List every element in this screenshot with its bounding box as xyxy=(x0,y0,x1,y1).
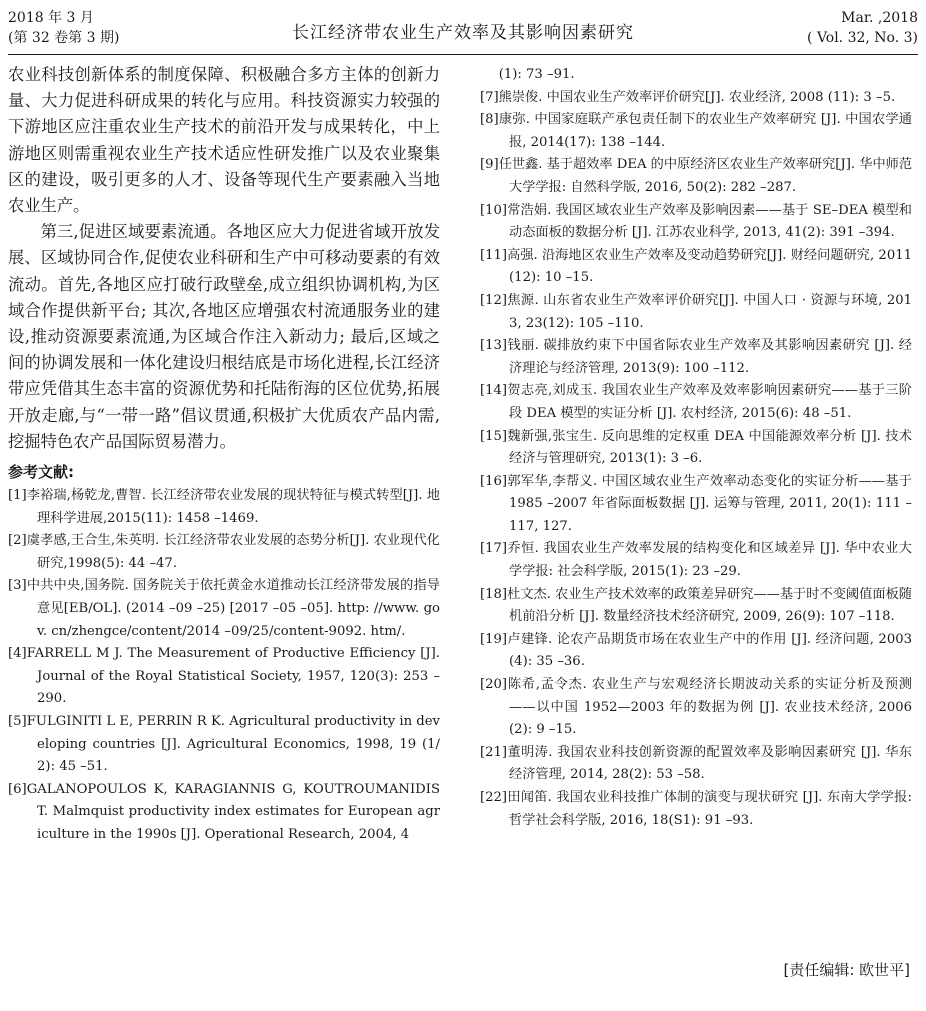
reference-item xyxy=(480,245,912,290)
reference-item xyxy=(480,742,912,787)
reference-number: [5] xyxy=(8,713,27,729)
reference-number: [9] xyxy=(480,157,499,173)
right-column xyxy=(480,64,912,832)
header-volume-en: ( Vol. 32, No. 3) xyxy=(807,30,918,46)
reference-item xyxy=(8,779,440,847)
reference-item xyxy=(480,629,912,674)
reference-number: [4] xyxy=(8,646,27,662)
reference-number: [3] xyxy=(8,578,27,594)
reference-text: 常浩娟. 我国区域农业生产效率及影响因素——基于 SE–DEA 模型和动态面板的数据分析 [J]. 江苏农业科学, 2013, 41(2): 391 –394. xyxy=(507,202,912,241)
reference-number: [14] xyxy=(480,383,508,399)
reference-text: 贺志亮,刘成玉. 我国农业生产效率及效率影响因素研究——基于三阶段 DEA 模型的实证分析 [J]. 农村经济, 2015(6): 48 –51. xyxy=(507,383,912,421)
reference-text: 焦源. 山东省农业生产效率评价研究[J]. 中国人口 · 资源与环境, 2013, 23(12): 105 –110. xyxy=(507,292,912,331)
reference-number: [12] xyxy=(480,292,508,308)
reference-text: 虞孝感,王合生,朱英明. 长江经济带农业发展的态势分析[J]. 农业现代化研究,1998(5): 44 –47. xyxy=(26,533,440,571)
reference-item xyxy=(480,335,912,380)
reference-item xyxy=(480,538,912,583)
reference-text: 熊崇俊. 中国农业生产效率评价研究[J]. 农业经济, 2008 (11): 3 –5. xyxy=(498,89,896,105)
reference-item xyxy=(8,485,440,530)
reference-text: 钱丽. 碳排放约束下中国省际农业生产效率及其影响因素研究 [J]. 经济理论与经济管理, 2013(9): 100 –112. xyxy=(507,338,912,376)
reference-text: 任世鑫. 基于超效率 DEA 的中原经济区农业生产效率研究[J]. 华中师范大学学报: 自然科学版, 2016, 50(2): 282 –287. xyxy=(498,157,913,195)
header-date-en: Mar. ,2018 xyxy=(841,10,918,26)
reference-number: [7] xyxy=(480,89,499,105)
reference-item xyxy=(480,200,912,245)
reference-item xyxy=(480,584,912,629)
reference-text: 卢建锋. 论农产品期货市场在农业生产中的作用 [J]. 经济问题, 2003(4): 35 –36. xyxy=(507,631,912,670)
reference-item xyxy=(480,290,912,335)
header-date-cn: 2018 年 3 月 xyxy=(8,10,94,26)
reference-text: 董明涛. 我国农业科技创新资源的配置效率及影响因素研究 [J]. 华东经济管理, 2014, 28(2): 53 –58. xyxy=(507,744,912,783)
body-paragraph: 农业科技创新体系的制度保障、积极融合多方主体的创新力量、大力促进科研成果的转化与应用。科技资源实力较强的下游地区应注重农业生产技术的前沿开发与成果转化，中上游地区则需重视农业生产技术适应性研发推广以及农业聚集区的建设，吸引更多的人才、设备等现代生产要素融入当地农业生产。 xyxy=(8,65,440,216)
reference-text: 李裕瑞,杨乾龙,曹智. 长江经济带农业发展的现状特征与模式转型[J]. 地理科学进展,2015(11): 1458 –1469. xyxy=(26,488,440,526)
reference-number: [11] xyxy=(480,247,508,263)
reference-number: [6] xyxy=(8,781,27,797)
reference-item xyxy=(8,711,440,779)
reference-number: [13] xyxy=(480,338,508,354)
header-volume-cn: (第 32 卷第 3 期) xyxy=(8,30,120,46)
reference-item xyxy=(480,471,912,539)
reference-item xyxy=(480,87,912,110)
reference-continuation xyxy=(480,64,912,87)
reference-number: [17] xyxy=(480,541,508,557)
reference-text: FARRELL M J. The Measurement of Productive Efficiency [J]. Journal of the Royal Statistical Society, 1957, 120(3): 253 –290. xyxy=(26,646,440,707)
reference-item xyxy=(480,674,912,742)
reference-item xyxy=(480,426,912,471)
reference-text: (1): 73 –91. xyxy=(498,67,575,82)
responsible-editor: [责任编辑: 欧世平] xyxy=(783,961,910,979)
reference-list-right xyxy=(480,87,912,833)
header-rule xyxy=(8,54,918,55)
running-header xyxy=(8,6,918,52)
reference-item xyxy=(480,154,912,199)
reference-text: 杜文杰. 农业生产技术效率的政策差异研究——基于时不变阈值面板随机前沿分析 [J]. 数量经济技术经济研究, 2009, 26(9): 107 –118. xyxy=(507,586,912,625)
reference-number: [10] xyxy=(480,202,508,218)
reference-item xyxy=(480,109,912,154)
reference-text: 中共中央,国务院. 国务院关于依托黄金水道推动长江经济带发展的指导意见[EB/OL]. (2014 –09 –25) [2017 –05 –05]. http: //www. gov. cn/zhengce/content/2014 –09/25/content-9092. htm/. xyxy=(26,578,440,639)
reference-text: 田闻笛. 我国农业科技推广体制的演变与现状研究 [J]. 东南大学学报: 哲学社会科学版, 2016, 18(S1): 91 –93. xyxy=(507,790,912,828)
references-heading: 参考文献: xyxy=(8,463,74,482)
reference-text: 康弥. 中国家庭联产承包责任制下的农业生产效率研究 [J]. 中国农学通报, 2014(17): 138 –144. xyxy=(498,112,912,150)
header-right xyxy=(807,8,918,48)
reference-number: [19] xyxy=(480,631,508,647)
reference-number: [20] xyxy=(480,677,508,693)
left-column xyxy=(8,62,440,847)
reference-item xyxy=(480,787,912,832)
reference-number: [2] xyxy=(8,533,27,549)
reference-number: [1] xyxy=(8,488,27,504)
reference-number: [15] xyxy=(480,428,508,444)
reference-item xyxy=(8,575,440,643)
reference-item xyxy=(8,530,440,575)
body-paragraph: 第三,促进区域要素流通。各地区应大力促进省域开放发展、区域协同合作,促使农业科研和生产中可移动要素的有效流动。首先,各地区应打破行政壁垒,成立组织协调机构,为区域合作提供新平台; 其次,各地区应增强农村流通服务业的建设,推动资源要素流通,为区域合作注入新动力; 最后,区域之间的协调发展和一体化建设归根结底是市场化进程,长江经济带应凭借其生态丰富的资源优势和托陆衔海的区位优势,拓展开放走廊,与“一带一路”倡议贯通,积极扩大优质农产品内需,挖掘特色农产品国际贸易潜力。 xyxy=(8,222,440,451)
header-title: 长江经济带农业生产效率及其影响因素研究 xyxy=(292,23,634,43)
reference-text: 乔恒. 我国农业生产效率发展的结构变化和区域差异 [J]. 华中农业大学学报: 社会科学版, 2015(1): 23 –29. xyxy=(507,541,912,580)
reference-text: FULGINITI L E, PERRIN R K. Agricultural productivity in developing countries [J]. Agricultural Economics, 1998, 19 (1/2): 45 –51. xyxy=(26,713,440,775)
reference-number: [18] xyxy=(480,586,508,602)
reference-item xyxy=(480,380,912,425)
reference-text: GALANOPOULOS K, KARAGIANNIS G, KOUTROUMANIDIS T. Malmquist productivity index estimates for European agriculture in the 1990s [J]. Operational Research, 2004, 4 xyxy=(26,781,440,842)
reference-number: [21] xyxy=(480,744,508,760)
reference-number: [16] xyxy=(480,473,508,489)
reference-item xyxy=(8,643,440,711)
reference-number: [8] xyxy=(480,112,499,128)
reference-text: 郭军华,李帮义. 中国区域农业生产效率动态变化的实证分析——基于 1985 –2007 年省际面板数据 [J]. 运筹与管理, 2011, 20(1): 111 –117, 127. xyxy=(507,473,912,534)
reference-text: 魏新强,张宝生. 反向思维的定权重 DEA 中国能源效率分析 [J]. 技术经济与管理研究, 2013(1): 3 –6. xyxy=(507,428,912,467)
reference-text: 陈希,孟令杰. 农业生产与宏观经济长期波动关系的实证分析及预测——以中国 1952—2003 年的数据为例 [J]. 农业技术经济, 2006(2): 9 –15. xyxy=(507,677,912,738)
reference-list-left xyxy=(8,485,440,847)
reference-number: [22] xyxy=(480,790,508,805)
reference-text: 高强. 沿海地区农业生产效率及变动趋势研究[J]. 财经问题研究, 2011(12): 10 –15. xyxy=(507,247,912,286)
